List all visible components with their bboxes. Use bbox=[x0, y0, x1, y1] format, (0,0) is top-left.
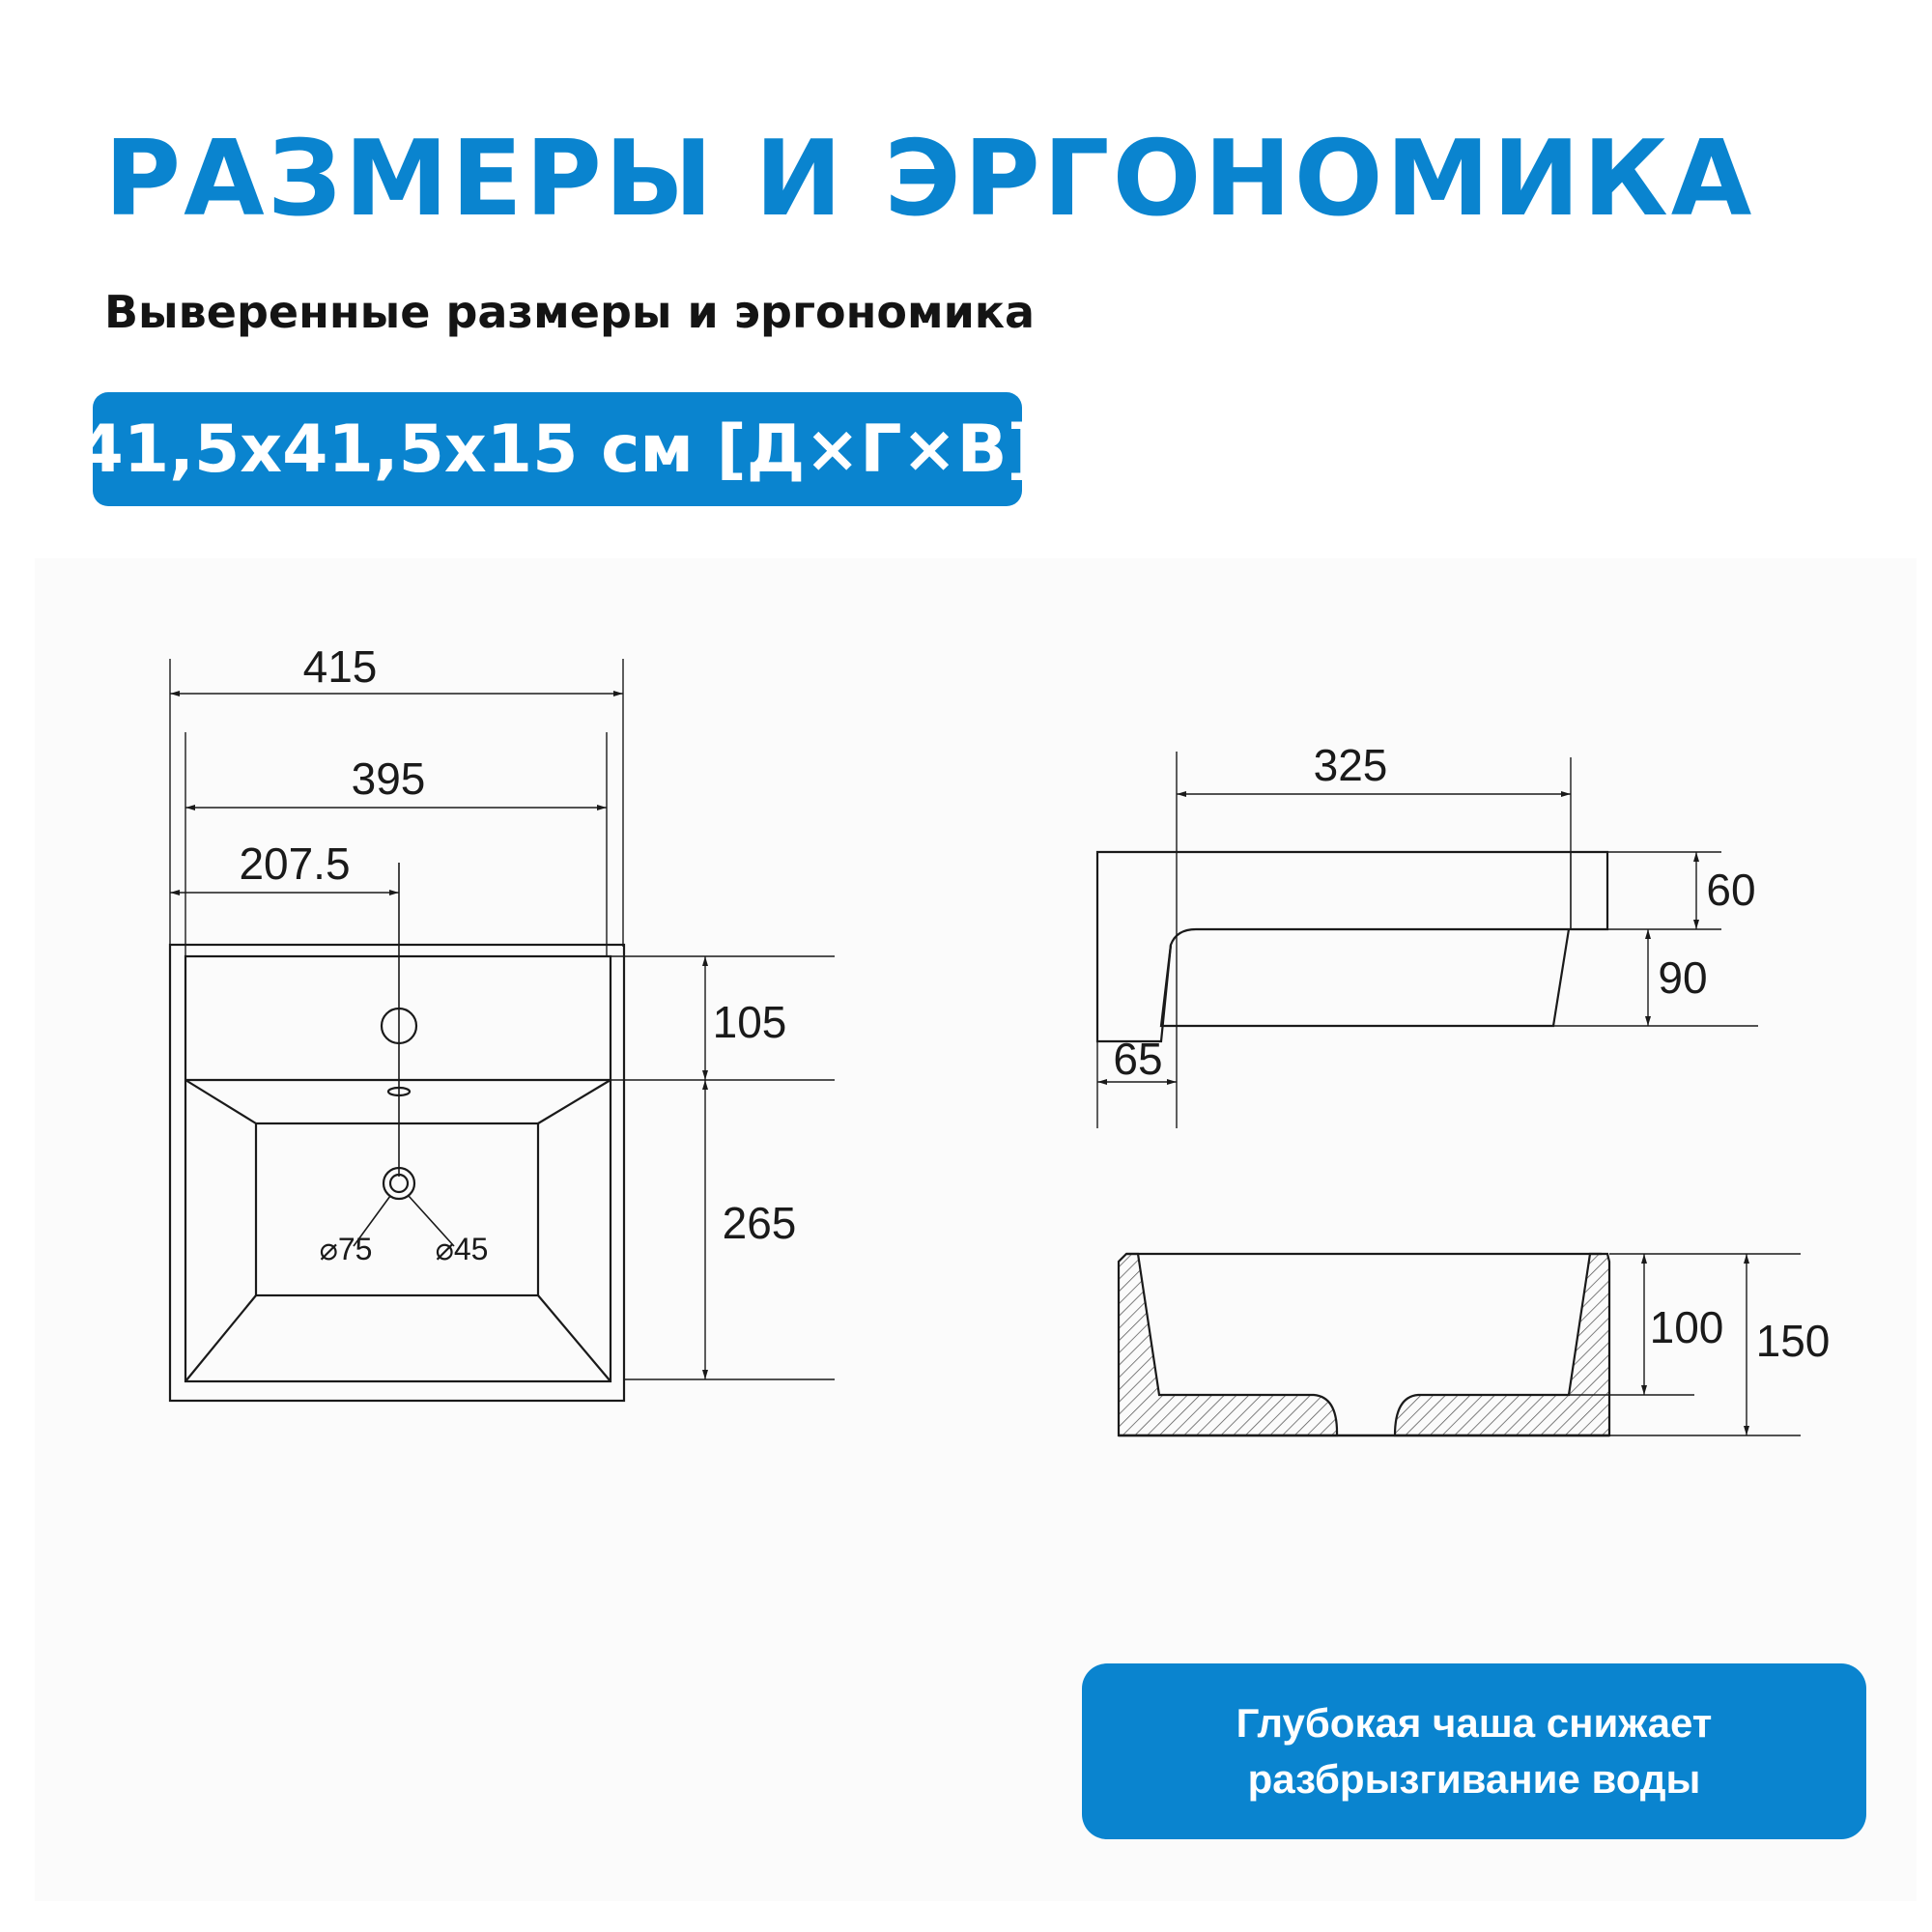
label-90: 90 bbox=[1658, 952, 1708, 1003]
section-hatch-left bbox=[1119, 1254, 1337, 1435]
label-265: 265 bbox=[722, 1198, 797, 1248]
drain-inner bbox=[390, 1175, 408, 1192]
page-subtitle: Выверенные размеры и эргономика bbox=[104, 286, 1036, 338]
label-overflow-45: ⌀45 bbox=[435, 1232, 489, 1266]
label-325: 325 bbox=[1313, 740, 1388, 790]
bowl-bottom-outline bbox=[256, 1123, 538, 1295]
label-395: 395 bbox=[351, 753, 426, 804]
page-title: РАЗМЕРЫ И ЭРГОНОМИКА bbox=[104, 119, 1755, 240]
section-hatch-right bbox=[1395, 1254, 1609, 1435]
side-profile-outline bbox=[1097, 852, 1607, 1041]
label-60: 60 bbox=[1706, 865, 1756, 915]
deep-bowl-note bbox=[1082, 1663, 1866, 1839]
size-badge: 41,5x41,5x15 см [Д×Г×В] bbox=[93, 392, 1022, 506]
label-2075: 207.5 bbox=[239, 838, 351, 889]
label-65: 65 bbox=[1113, 1034, 1163, 1084]
side-body-outline bbox=[1161, 929, 1569, 1026]
label-100: 100 bbox=[1649, 1302, 1724, 1352]
label-105: 105 bbox=[712, 997, 787, 1047]
note-line-1: Глубокая чаша снижает bbox=[1236, 1700, 1713, 1747]
basin-outer-outline bbox=[170, 945, 624, 1401]
side-view bbox=[1097, 752, 1758, 1128]
label-415: 415 bbox=[302, 641, 378, 692]
label-drain-75: ⌀75 bbox=[319, 1232, 373, 1266]
label-150: 150 bbox=[1755, 1316, 1831, 1366]
note-line-2: разбрызгивание воды bbox=[1247, 1756, 1701, 1802]
